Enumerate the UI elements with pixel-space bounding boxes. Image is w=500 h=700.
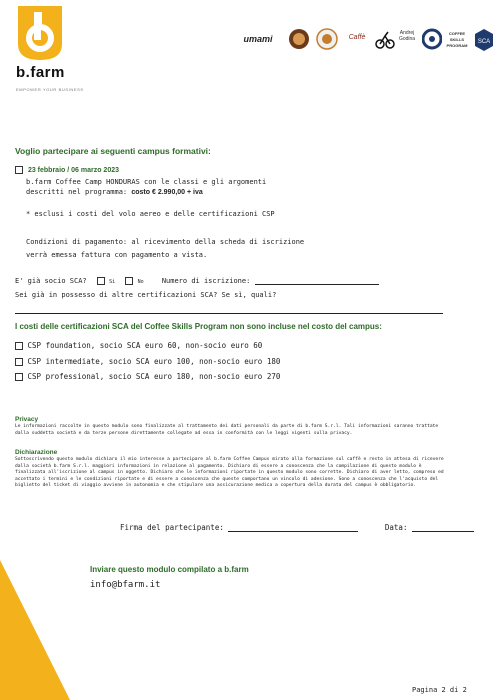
partner-umami: umami (243, 34, 273, 44)
partner-sca-icon (474, 28, 494, 52)
partner-lion-icon (316, 28, 338, 50)
payment-conditions-2: verrà emessa fattura con pagamento a vista. (26, 251, 208, 259)
privacy-title: Privacy (15, 416, 39, 423)
campus-option[interactable] (15, 166, 119, 174)
brand-tagline: EMPOWER YOUR BUSINESS (16, 87, 84, 92)
signature-field[interactable] (228, 531, 358, 532)
partner-cyclist-icon (374, 28, 396, 50)
membership-row (15, 277, 379, 285)
date-label: Data: (384, 523, 408, 532)
sca-member-question: E' già socio SCA? (15, 277, 87, 285)
bfarm-logo (14, 4, 84, 94)
declaration-text: Sottoscrivendo questo modulo dichiaro il mio interesse a partecipare al b.farm Coffee Campus mirato alla formazione sul caffè e resto in attesa di ricevere dalla società b.farm S.r.l. maggiori informazioni in relazione al pagamento. Dichiaro di essere a conoscenza che la compilazione di questo modulo è finalizzata all'iscrizione al campus in oggetto. Dichiaro che le informazioni riportate in questo modulo sono corrette. Dichiaro di aver letto, compreso ed accettato i termini e le condizioni riportate e di essere a conoscenza che queste comportano un vincolo di adesione. Sono a conoscenza che l'acquisto del biglietto del ticket di viaggio avviene in autonomia e che stipulare una assicurazione medica a copertura della durata del campus è obbligatorio. (15, 457, 444, 488)
signature-label: Firma del partecipante: (120, 523, 224, 532)
csp-professional-checkbox[interactable] (15, 373, 23, 381)
page-number: Pagina 2 di 2 (412, 686, 467, 694)
campus-desc-line2: descritti nel programma: costo € 2.990,00 + iva (26, 188, 203, 196)
csp-intermediate-label: CSP intermediate, socio SCA euro 100, non-socio euro 180 (27, 357, 281, 366)
contact-email[interactable]: info@bfarm.it (90, 580, 161, 590)
registration-number-label: Numero di iscrizione: (161, 277, 251, 285)
campus-dates: 23 febbraio / 06 marzo 2023 (27, 166, 119, 174)
campus-section-title: Voglio partecipare ai seguenti campus formativi: (15, 146, 211, 156)
date-field[interactable] (412, 531, 474, 532)
sca-yes-checkbox[interactable] (97, 277, 105, 285)
privacy-text: Le informazioni raccolte in questo modulo sono finalizzate al trattamento dei dati personali da parte di b.farm S.r.l. Tali informazioni saranno trattate dalla suddetta società e da terze persone direttamente collegate ad essa in conformità con le leggi vigenti sulla privacy. (15, 424, 439, 436)
partner-csp-icon (422, 28, 442, 50)
payment-conditions-1: Condizioni di pagamento: al ricevimento della scheda di iscrizione (26, 238, 305, 246)
csp-intermediate-checkbox[interactable] (15, 358, 23, 366)
csp-foundation-label: CSP foundation, socio SCA euro 60, non-socio euro 60 (27, 341, 263, 350)
partner-andrej-godina: Andrej Godina (398, 30, 416, 42)
sca-no-label: No (137, 279, 144, 285)
partner-badge-icon (288, 28, 310, 50)
sca-certs-answer-line[interactable] (15, 313, 443, 314)
csp-option-foundation[interactable] (15, 341, 262, 350)
csp-foundation-checkbox[interactable] (15, 342, 23, 350)
campus-checkbox[interactable] (15, 166, 23, 174)
partner-coffee-skills: COFFEE SKILLS PROGRAM (446, 31, 468, 48)
sca-yes-label: Sì (109, 279, 116, 285)
campus-desc-line1: b.farm Coffee Camp HONDURAS con le classi e gli argomenti (26, 178, 267, 186)
svg-text:SCA: SCA (477, 39, 491, 45)
csp-option-intermediate[interactable] (15, 357, 280, 366)
csp-professional-label: CSP professional, socio SCA euro 180, non-socio euro 270 (27, 372, 281, 381)
certifications-section-title: I costi delle certificazioni SCA del Coffee Skills Program non sono incluse nel costo del campus: (15, 322, 382, 331)
brand-name: b.farm (16, 64, 65, 81)
partner-caffe: Caffè (348, 34, 366, 41)
bfarm-logo-mark (14, 4, 66, 62)
corner-decoration (0, 560, 90, 700)
csp-option-professional[interactable] (15, 372, 280, 381)
send-instructions: Inviare questo modulo compilato a b.farm (90, 565, 249, 574)
campus-cost: costo € 2.990,00 + iva (131, 189, 203, 196)
sca-no-checkbox[interactable] (125, 277, 133, 285)
sca-certs-question: Sei già in possesso di altre certificazioni SCA? Se sì, quali? (15, 291, 277, 299)
campus-note: * esclusi i costi del volo aereo e delle certificazioni CSP (26, 210, 275, 218)
partner-logos (238, 28, 498, 58)
registration-number-field[interactable] (255, 284, 379, 285)
signature-row (120, 523, 474, 532)
declaration-title: Dichiarazione (15, 449, 58, 456)
